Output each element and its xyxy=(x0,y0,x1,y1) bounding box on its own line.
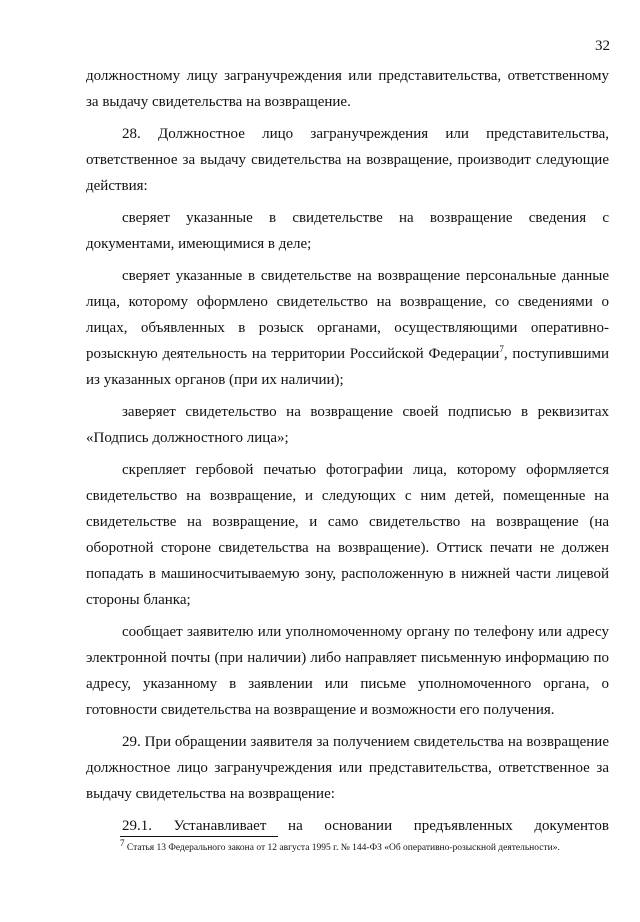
paragraph-item-28: 28. Должностное лицо загранучреждения или представительства, ответственное за выдачу свидетельства на возвращение, производит следующие действия: xyxy=(86,126,609,194)
footnote xyxy=(86,837,609,855)
footnote-separator xyxy=(120,836,278,837)
paragraph-item-29: 29. При обращении заявителя за получением свидетельства на возвращение должностное лицо загранучреждения или представительства, ответственное за выдачу свидетельства на возвращение: xyxy=(86,734,609,802)
paragraph-notify-applicant: сообщает заявителю или уполномоченному органу по телефону или адресу электронной почты (при наличии) либо направляет письменную информацию по адресу, указанному в заявлении или письме уполномоченного органа, о готовности свидетельства на возвращение и возможности его получения. xyxy=(86,624,609,718)
paragraph-verify-details: сверяет указанные в свидетельстве на возвращение сведения с документами, имеющимися в деле; xyxy=(86,210,609,252)
paragraph-verify-personal-data xyxy=(86,263,609,393)
paragraph-text: сверяет указанные в свидетельстве на возвращение персональные данные лица, которому оформлено свидетельство на возвращение, со сведениями о лицах, объявленных в розыск органами, осуществляющими оперативно-розыскную деятельность на территории Российской Федерации xyxy=(86,268,609,362)
paragraph-continuation: должностному лицу загранучреждения или представительства, ответственному за выдачу свидетельства на возвращение. xyxy=(86,68,609,110)
document-body xyxy=(86,63,609,845)
paragraph-certify-signature: заверяет свидетельство на возвращение своей подписью в реквизитах «Подпись должностного лица»; xyxy=(86,404,609,446)
footnote-marker: 7 xyxy=(120,837,125,848)
footnote-reference: 7 xyxy=(499,344,504,354)
paragraph-item-29-1: 29.1. Устанавливает на основании предъявленных документов xyxy=(122,818,609,834)
footnote-text: Статья 13 Федерального закона от 12 августа 1995 г. № 144-ФЗ «Об оперативно-розыскной деятельности». xyxy=(124,843,560,853)
page-number: 32 xyxy=(595,38,610,54)
paragraph-text-tail: , поступившими из указанных органов (при их наличии); xyxy=(86,346,609,388)
paragraph-stamp-seal: скрепляет гербовой печатью фотографии лица, которому оформляется свидетельство на возвращение, и следующих с ним детей, помещенные на свидетельстве на возвращение, и само свидетельство на возвращение (на оборотной стороне свидетельства на возвращение). Оттиск печати не должен попадать в машиносчитываемую зону, расположенную в нижней части лицевой стороны бланка; xyxy=(86,462,609,608)
